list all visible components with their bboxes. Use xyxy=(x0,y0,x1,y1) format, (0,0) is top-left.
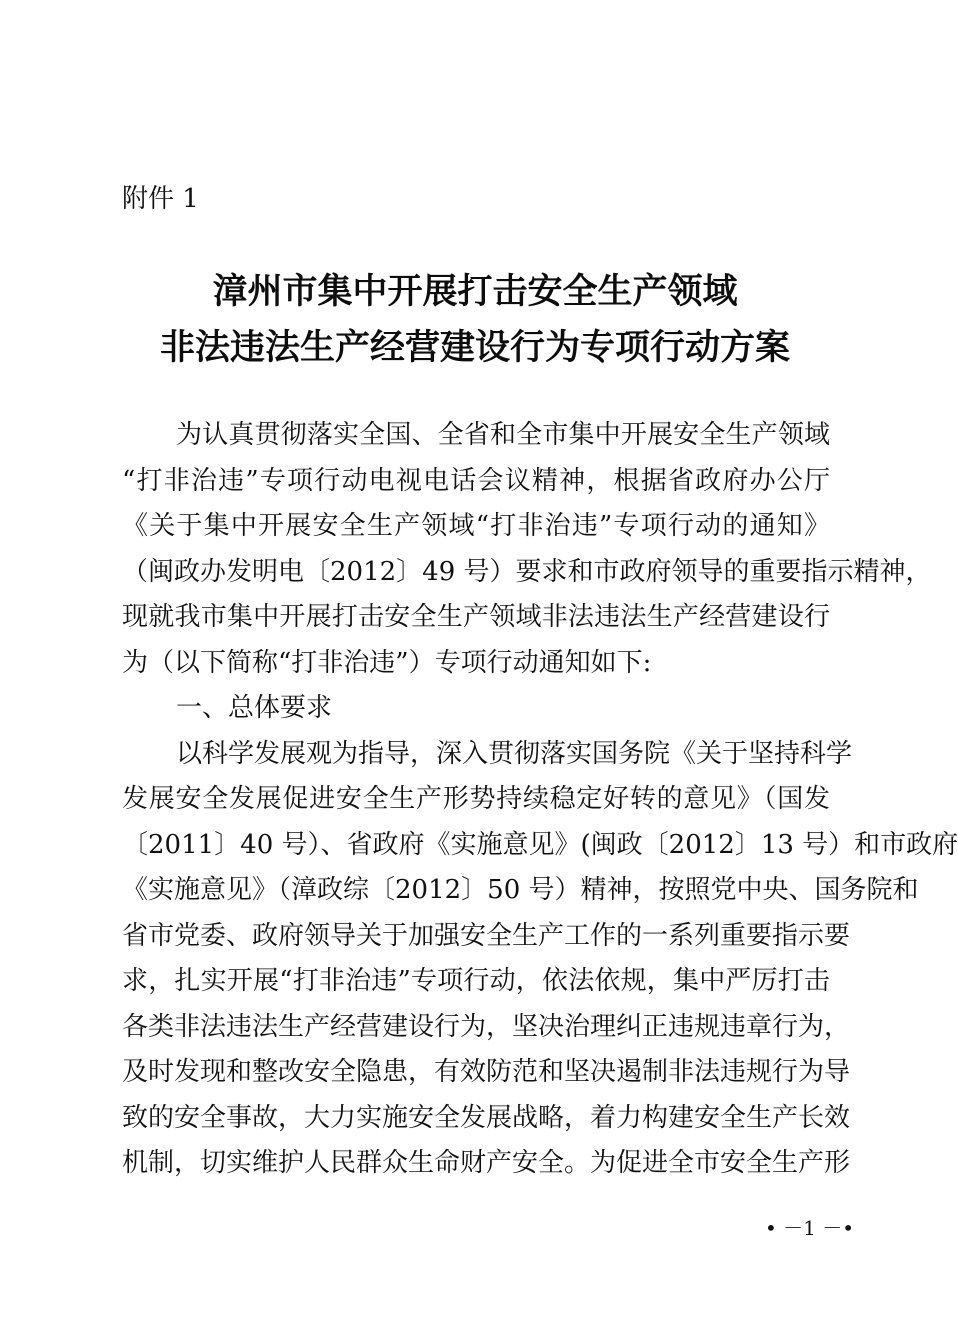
attachment-label: 附件 1 xyxy=(122,184,199,214)
body-line: （闽政办发明电〔2012〕49 号）要求和市政府领导的重要指示精神， xyxy=(122,556,932,587)
body-line: 为认真贯彻落实全国、全省和全市集中开展安全生产领域 xyxy=(176,420,830,450)
document-body xyxy=(122,413,958,1187)
body-line: 〔2011〕40 号）、省政府《实施意见》(闽政〔2012〕13 号）和市政府 xyxy=(122,829,958,860)
body-line: 求，扎实开展“打非治违”专项行动，依法依规，集中严厉打击 xyxy=(122,966,830,996)
body-line: 为（以下简称“打非治违”）专项行动通知如下: xyxy=(122,647,652,678)
section-heading: 一、总体要求 xyxy=(176,693,333,723)
title-line-1: 漳州市集中开展打击安全生产领域 xyxy=(212,272,738,312)
body-line: 发展安全发展促进安全生产形势持续稳定好转的意见》（国发 xyxy=(122,784,830,814)
page-number: • －1 －• xyxy=(765,1216,855,1240)
body-line: 各类非法违法生产经营建设行为，坚决治理纠正违规违章行为， xyxy=(122,1011,851,1042)
body-line: 以科学发展观为指导，深入贯彻落实国务院《关于坚持科学 xyxy=(176,738,853,769)
body-line: 致的安全事故，大力实施安全发展战略，着力构建安全生产长效 xyxy=(122,1102,851,1133)
body-line: 省市党委、政府领导关于加强安全生产工作的一系列重要指示要 xyxy=(122,920,851,951)
title-line-2: 非法违法生产经营建设行为专项行动方案 xyxy=(159,328,790,368)
body-line: 机制，切实维护人民群众生命财产安全。为促进全市安全生产形 xyxy=(122,1148,851,1178)
body-line: 《关于集中开展安全生产领域“打非治违”专项行动的通知》 xyxy=(122,511,830,541)
document-title xyxy=(0,264,950,376)
body-line: 现就我市集中开展打击安全生产领域非法违法生产经营建设行 xyxy=(122,602,830,632)
body-line: “打非治违”专项行动电视电话会议精神，根据省政府办公厅 xyxy=(122,465,830,496)
body-line: 《实施意见》（漳政综〔2012〕50 号）精神，按照党中央、国务院和 xyxy=(122,875,919,905)
body-line: 及时发现和整改安全隐患，有效防范和坚决遏制非法违规行为导 xyxy=(122,1057,851,1087)
